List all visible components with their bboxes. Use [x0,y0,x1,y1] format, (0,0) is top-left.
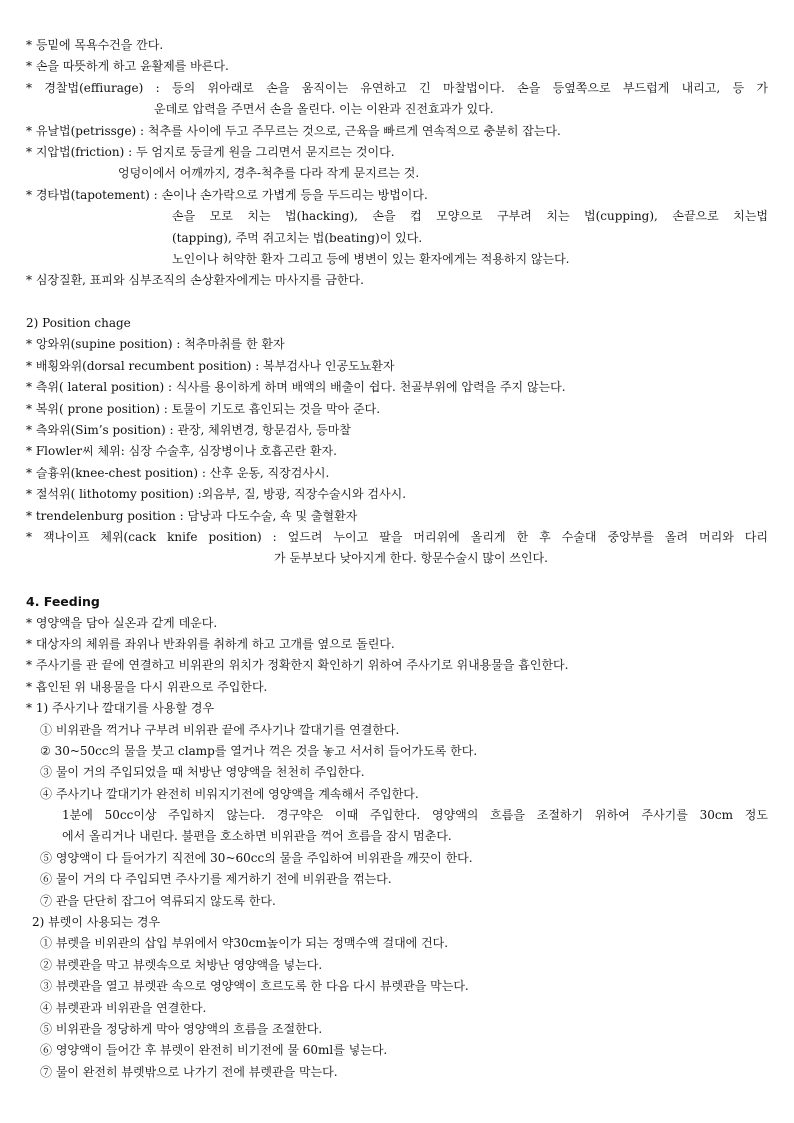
text-line-continued: 노인이나 허약한 환자 그리고 등에 병변이 있는 환자에게는 적용하지 않는다. [172,251,570,266]
massage-section [26,35,768,292]
text-line: * Flowler씨 체위: 심장 수술후, 심장병이나 호흡곤란 환자. [26,444,337,459]
step-item: ② 뷰렛관을 막고 뷰렛속으로 처방난 영양액을 넣는다. [40,957,323,972]
text-line: * 복위( prone position) : 토물이 기도로 흡인되는 것을 막아 준다. [26,401,381,416]
step-item: ① 비위관을 꺽거나 구부려 비위관 끝에 주사기나 깔대기를 연결한다. [40,722,400,737]
text-line: * 앙와위(supine position) : 척추마취를 한 환자 [26,337,285,352]
text-line-continued: 엉덩이에서 어깨까지, 경추-척추를 다라 작게 문지르는 것. [118,166,420,181]
text-line-continued: (tapping), 주먹 쥐고치는 법(beating)이 있다. [172,230,423,245]
text-line: * 주사기를 관 끝에 연결하고 비위관의 위치가 정확한지 확인하기 위하여 주사기로 위내용물을 흡인한다. [26,658,569,673]
text-line: * 지압법(friction) : 두 엄지로 둥글게 원을 그리면서 문지르는 것이다. [26,144,395,159]
subsection-title: 2) 뷰렛이 사용되는 경우 [32,915,161,930]
text-line: * 대상자의 체위를 좌위나 반좌위를 취하게 하고 고개를 옆으로 돌린다. [26,636,395,651]
step-item: ⑤ 비위관을 정당하게 막아 영양액의 흐름을 조절한다. [40,1021,323,1036]
feeding-section [26,591,768,1083]
step-item: ② 30~50cc의 물을 붓고 clamp를 열거나 꺽은 것을 놓고 서서히 들어가도록 한다. [40,743,478,758]
step-item: ① 뷰렛을 비위관의 삽입 부위에서 약30cm높이가 되는 정맥수액 걸대에 건다. [40,936,449,951]
step-item: ⑦ 관을 단단히 잡그어 역류되지 않도록 한다. [40,893,276,908]
text-line: * 등밑에 목욕수건을 깐다. [26,38,164,52]
blank-line [26,292,768,313]
text-line: * 측위( lateral position) : 식사를 용이하게 하며 배액의 배출이 쉽다. 천골부위에 압력을 주지 않는다. [26,380,566,395]
text-line: * 손을 따뜻하게 하고 윤활제를 바른다. [26,59,229,74]
step-item: ⑥ 영양액이 들어간 후 뷰렛이 완전히 비기전에 물 60ml를 넣는다. [40,1043,388,1058]
text-line: * 유날법(petrissge) : 척추를 사이에 두고 주무르는 것으로, 근육을 빠르게 연속적으로 충분히 잡는다. [26,123,561,138]
text-line-continued: 운데로 압력을 주면서 손을 올린다. 이는 이완과 진전효과가 있다. [154,102,494,117]
text-line: * 절석위( lithotomy position) :외음부, 질, 방광, 직장수술시와 검사시. [26,487,407,502]
text-line: * 잭나이프 체위(cack knife position) : 엎드려 누이고 팔을 머리위에 올리게 한 후 수술대 중앙부를 올려 머리와 다리 [26,529,768,544]
step-item: ④ 주사기나 깔대기가 완전히 비워지기전에 영양액을 계속해서 주입한다. [40,786,419,801]
step-item: ⑤ 영양액이 다 들어가기 직전에 30~60cc의 물을 주입하여 비위관을 깨끗이 한다. [40,850,473,865]
subsection-title: * 1) 주사기나 깔대기를 사용할 경우 [26,701,215,716]
text-line: * trendelenburg position : 담낭과 다도수술, 쇽 및 출혈환자 [26,508,358,523]
step-item: ③ 뷰렛관을 열고 뷰렛관 속으로 영양액이 흐르도록 한 다음 다시 뷰렛관을 막는다. [40,979,469,994]
step-item: ④ 뷰렛관과 비위관을 연결한다. [40,1000,207,1015]
step-item: ⑦ 물이 완전히 뷰렛밖으로 나가기 전에 뷰렛관을 막는다. [40,1064,338,1079]
text-line: * 영양액을 담아 실온과 같게 데운다. [26,615,218,630]
text-line: * 경타법(tapotement) : 손이나 손가락으로 가볍게 등을 두드리는 방법이다. [26,187,428,202]
step-item-continued: 에서 올리거나 내린다. 불편을 호소하면 비위관을 꺽어 흐름을 잠시 멈춘다. [62,829,452,844]
text-line: * 슬흉위(knee-chest position) : 산후 운동, 직장검사시. [26,465,330,480]
text-line-continued: 손을 모로 치는 법(hacking), 손을 컵 모양으로 구부려 치는 법(cupping), 손끝으로 치는법 [172,209,768,224]
step-item-continued: 1분에 50cc이상 주입하지 않는다. 경구약은 이때 주입한다. 영양액의 흐름을 조절하기 위하여 주사기를 30cm 정도 [62,808,768,823]
text-line: * 흡인된 위 내용물을 다시 위관으로 주입한다. [26,679,268,694]
section-heading: 4. Feeding [26,594,100,610]
text-line: * 경찰법(effiurage) : 등의 위아래로 손을 움직이는 유연하고 긴 마찰법이다. 손을 등옆쪽으로 부드럽게 내리고, 등 가 [26,80,768,95]
text-line: * 심장질환, 표피와 심부조직의 손상환자에게는 마사지를 금한다. [26,273,364,288]
blank-line [26,570,768,591]
section-title: 2) Position chage [26,316,131,331]
position-change-section [26,313,768,570]
text-line-continued: 가 둔부보다 낮아지게 한다. 항문수술시 많이 쓰인다. [274,551,548,566]
step-item: ③ 물이 거의 주입되었을 때 처방난 영양액을 천천히 주입한다. [40,765,365,780]
step-item: ⑥ 물이 거의 다 주입되면 주사기를 제거하기 전에 비위관을 꺾는다. [40,872,392,887]
text-line: * 측와위(Sim’s position) : 관장, 체위변경, 항문검사, 등마찰 [26,423,351,438]
text-line: * 배횡와위(dorsal recumbent position) : 복부검사나 인공도뇨환자 [26,358,395,373]
